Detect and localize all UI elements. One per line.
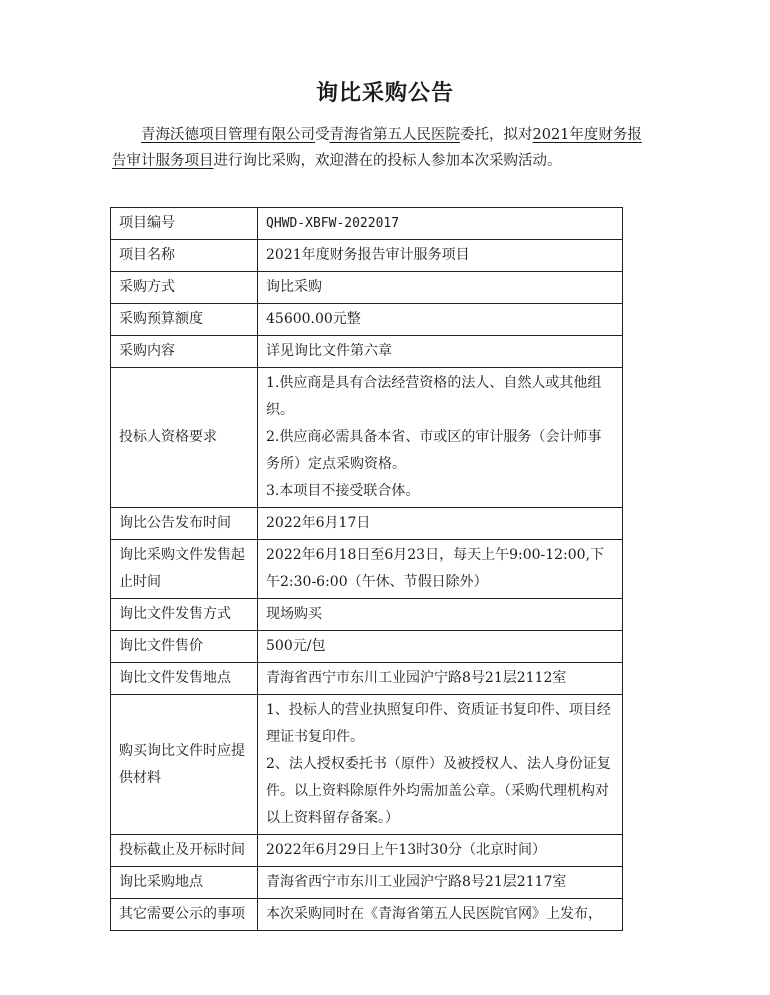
row-value: 2022年6月17日 [258, 508, 623, 540]
table-row [111, 663, 623, 695]
row-value: 青海省西宁市东川工业园沪宁路8号21层2112室 [258, 663, 623, 695]
table-row [111, 867, 623, 899]
row-label: 项目名称 [111, 240, 258, 272]
row-label: 询比公告发布时间 [111, 508, 258, 540]
row-value: 本次采购同时在《青海省第五人民医院官网》上发布， [258, 899, 623, 931]
row-value: 45600.00元整 [258, 304, 623, 336]
row-value: 2021年度财务报告审计服务项目 [258, 240, 623, 272]
project-name: 2021年度财务报告审计服务项目 [112, 127, 642, 169]
table-row [111, 899, 623, 931]
row-value: QHWD-XBFW-2022017 [258, 208, 623, 240]
info-table [110, 207, 623, 931]
row-value: 询比采购 [258, 272, 623, 304]
row-label: 询比文件售价 [111, 631, 258, 663]
table-row [111, 631, 623, 663]
table-row [111, 368, 623, 508]
row-label: 项目编号 [111, 208, 258, 240]
table-row [111, 695, 623, 835]
row-label: 采购预算额度 [111, 304, 258, 336]
row-label: 其它需要公示的事项 [111, 899, 258, 931]
row-value: 500元/包 [258, 631, 623, 663]
table-row [111, 540, 623, 599]
table-row [111, 208, 623, 240]
row-value: 2022年6月29日上午13时30分（北京时间） [258, 835, 623, 867]
row-label: 投标人资格要求 [111, 368, 258, 508]
table-row [111, 599, 623, 631]
table-row [111, 336, 623, 368]
row-value: 青海省西宁市东川工业园沪宁路8号21层2117室 [258, 867, 623, 899]
row-label: 采购内容 [111, 336, 258, 368]
row-label: 询比采购地点 [111, 867, 258, 899]
intro-paragraph: 青海沃德项目管理有限公司受青海省第五人民医院委托，拟对2021年度财务报告审计服务项目进行询比采购，欢迎潜在的投标人参加本次采购活动。 [112, 127, 642, 169]
table-row [111, 240, 623, 272]
row-value: 1、投标人的营业执照复印件、资质证书复印件、项目经理证书复印件。 2、法人授权委托书（原件）及被授权人、法人身份证复件。以上资料除原件外均需加盖公章。（采购代理机构对以上资料留存备案。） [258, 695, 623, 835]
row-value: 1.供应商是具有合法经营资格的法人、自然人或其他组织。 2.供应商必需具备本省、市或区的审计服务（会计师事务所）定点采购资格。 3.本项目不接受联合体。 [258, 368, 623, 508]
agency-name: 青海沃德项目管理有限公司 [141, 127, 315, 143]
row-label: 询比文件发售方式 [111, 599, 258, 631]
table-row [111, 304, 623, 336]
client-name: 青海省第五人民医院 [329, 127, 460, 143]
row-label: 询比采购文件发售起止时间 [111, 540, 258, 599]
table-row [111, 835, 623, 867]
row-label: 采购方式 [111, 272, 258, 304]
page-title: 询比采购公告 [315, 81, 454, 106]
row-value: 现场购买 [258, 599, 623, 631]
row-label: 投标截止及开标时间 [111, 835, 258, 867]
row-value: 2022年6月18日至6月23日，每天上午9:00-12:00,下午2:30-6:00（午休、节假日除外） [258, 540, 623, 599]
table-row [111, 508, 623, 540]
row-value: 详见询比文件第六章 [258, 336, 623, 368]
table-row [111, 272, 623, 304]
row-label: 购买询比文件时应提供材料 [111, 695, 258, 835]
row-label: 询比文件发售地点 [111, 663, 258, 695]
